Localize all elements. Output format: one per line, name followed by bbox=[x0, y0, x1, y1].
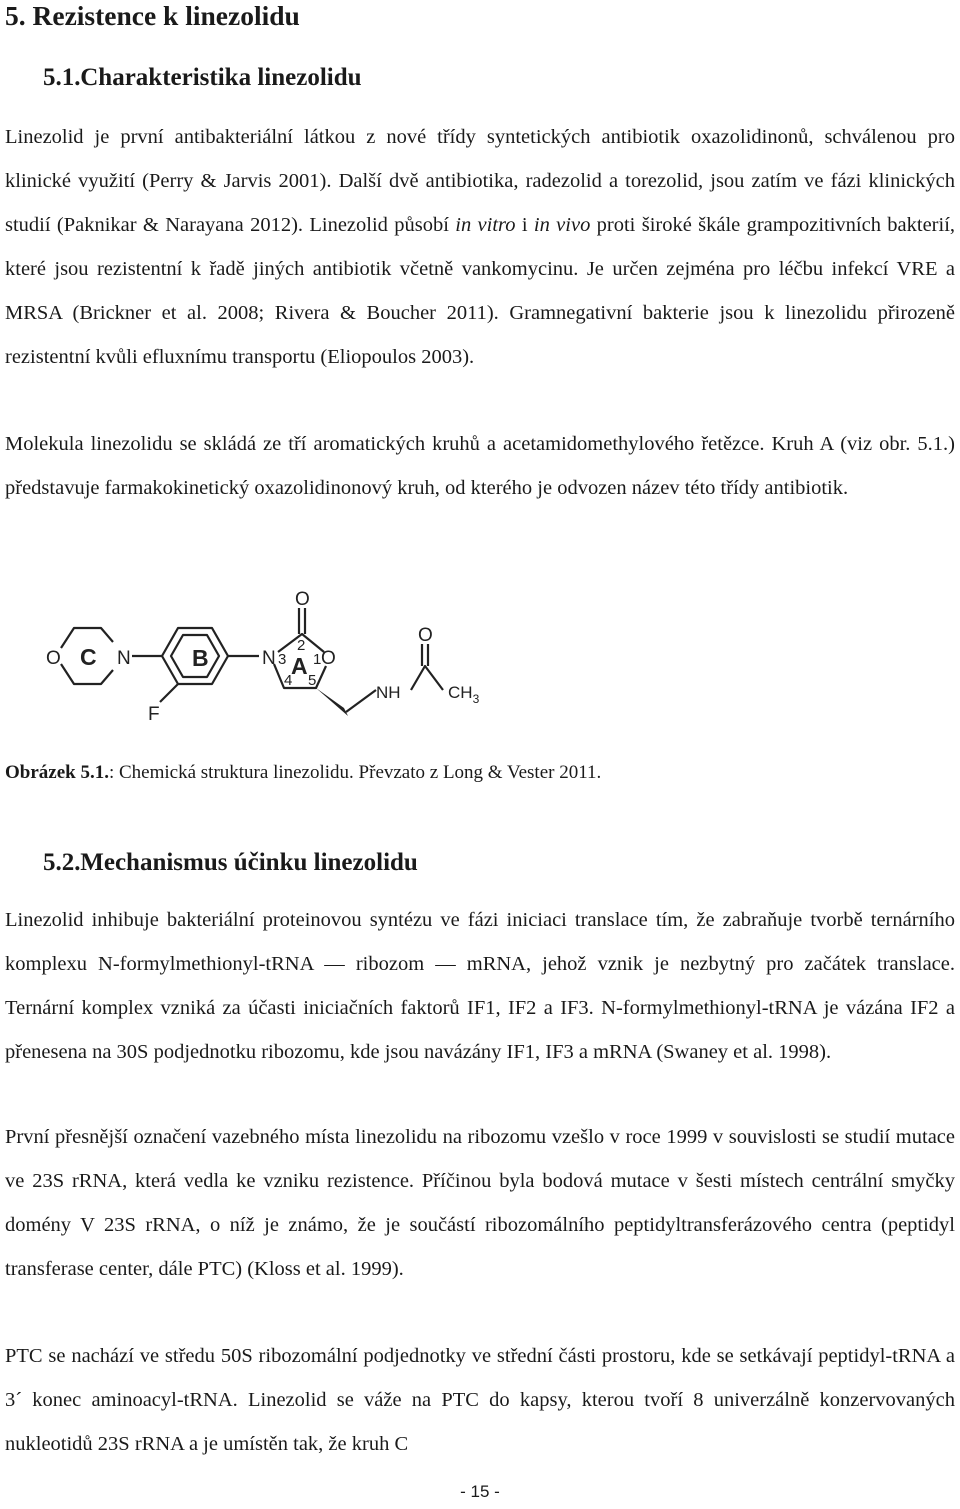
section-number: 5.2. bbox=[43, 849, 81, 876]
caption-label: Obrázek 5.1. bbox=[5, 762, 109, 783]
atom-label-o: O bbox=[46, 648, 61, 669]
atom-label-o1: O bbox=[321, 648, 336, 669]
bond-acetyl bbox=[411, 666, 443, 690]
atom-label-ch: CH bbox=[448, 683, 473, 702]
caption-text: : Chemická struktura linezolidu. Převzato z Long & Vester 2011. bbox=[108, 762, 602, 783]
ptc-text: PTC se nachází ve středu 50S ribozomální podjednotky ve střední části prostoru, kde se setkávají peptidyl-tRNA a 3´ konec aminoacyl-tRNA. Linezolid se váže na PTC do kapsy, kterou tvoří 8 univerzálně konzervovaných nukleotidů 23S rRNA a je umístěn tak, že kruh C bbox=[5, 1345, 955, 1455]
intro-text-a: Linezolid je první antibakteriální látkou z nové třídy syntetických antibiotik oxazolidinonů, schválenou pro klinické využití (Perry & Jarvis 2001). Další dvě antibiotika, radezolid a torezolid, jsou zatím ve fázi klinických studií (Paknikar & Narayana 2012). Linezolid působí bbox=[5, 126, 955, 236]
paragraph-linezolid-intro bbox=[5, 115, 955, 379]
ring-number-5: 5 bbox=[308, 672, 317, 689]
paragraph-molecule-structure bbox=[5, 422, 955, 510]
atom-label-f: F bbox=[148, 704, 160, 725]
bond-chain bbox=[346, 690, 376, 712]
figure-caption bbox=[5, 755, 601, 791]
wedge-bond bbox=[316, 688, 348, 716]
intro-text-b: i bbox=[515, 214, 534, 236]
ring-number-3: 3 bbox=[278, 651, 287, 668]
ring-label-b: B bbox=[192, 645, 209, 671]
section-number: 5.1. bbox=[43, 64, 81, 91]
paragraph-binding-site bbox=[5, 1115, 955, 1291]
mechanism-text: Linezolid inhibuje bakteriální proteinovou syntézu ve fázi iniciaci translace tím, že zabraňuje tvorbě ternárního komplexu N-formylmethionyl-tRNA — ribozom — mRNA, jehož vznik je nezbytný pro začátek translace. Ternární komplex vzniká za účasti iniciačních faktorů IF1, IF2 a IF3. N-formylmethionyl-tRNA je vázána IF2 a přenesena na 30S podjednotku ribozomu, kde jsou navázány IF1, IF3 a mRNA (Swaney et al. 1998). bbox=[5, 909, 955, 1063]
atom-label-n3: N bbox=[262, 648, 276, 669]
section-heading-5-2 bbox=[43, 841, 418, 885]
bond-f bbox=[160, 684, 178, 702]
ring-label-c: C bbox=[80, 644, 97, 670]
section-heading-5-1 bbox=[43, 56, 362, 100]
ring-number-4: 4 bbox=[284, 672, 293, 689]
atom-label-n: N bbox=[117, 648, 131, 669]
ring-number-2: 2 bbox=[297, 637, 306, 654]
paragraph-mechanism bbox=[5, 898, 955, 1074]
atom-subscript-3: 3 bbox=[472, 692, 480, 706]
section-title: Mechanismus účinku linezolidu bbox=[80, 849, 418, 876]
term-in-vivo: in vivo bbox=[533, 214, 591, 236]
chapter-heading: 5. Rezistence k linezolidu bbox=[5, 0, 300, 31]
term-in-vitro: in vitro bbox=[455, 214, 516, 236]
atom-label-ch3 bbox=[448, 683, 480, 706]
structure-text: Molekula linezolidu se skládá ze tří aromatických kruhů a acetamidomethylového řetězce. Kruh A (viz obr. 5.1.) představuje farmakokinetický oxazolidinonový kruh, od kterého je odvozen název této třídy antibiotik. bbox=[5, 433, 955, 499]
atom-label-nh: NH bbox=[376, 683, 401, 702]
section-title: Charakteristika linezolidu bbox=[80, 64, 362, 91]
atom-label-acetyl-o: O bbox=[418, 625, 433, 646]
page-number: - 15 - bbox=[460, 1482, 500, 1501]
intro-text-c: proti široké škále grampozitivních bakterií, které jsou rezistentní k řadě jiných antibiotik včetně vankomycinu. Je určen zejména pro léčbu infekcí VRE a MRSA (Brickner et al. 2008; Rivera & Boucher 2011). Gramnegativní bakterie jsou k linezolidu přirozeně rezistentní kvůli efluxnímu transportu (Eliopoulos 2003). bbox=[5, 214, 956, 368]
paragraph-ptc bbox=[5, 1334, 955, 1466]
atom-label-carbonyl-o: O bbox=[295, 589, 310, 610]
ring-number-1: 1 bbox=[313, 651, 322, 668]
linezolid-structure-figure bbox=[40, 586, 500, 726]
binding-site-text: První přesnější označení vazebného místa linezolidu na ribozomu vzešlo v roce 1999 v souvislosti se studií mutace ve 23S rRNA, která vedla ke vzniku rezistence. Příčinou byla bodová mutace v šesti místech centrální smyčky domény V 23S rRNA, o níž je známo, že je součástí ribozomálního peptidyltransferázového centra (peptidyl transferase center, dále PTC) (Kloss et al. 1999). bbox=[5, 1126, 955, 1280]
ring-label-a: A bbox=[291, 653, 308, 679]
